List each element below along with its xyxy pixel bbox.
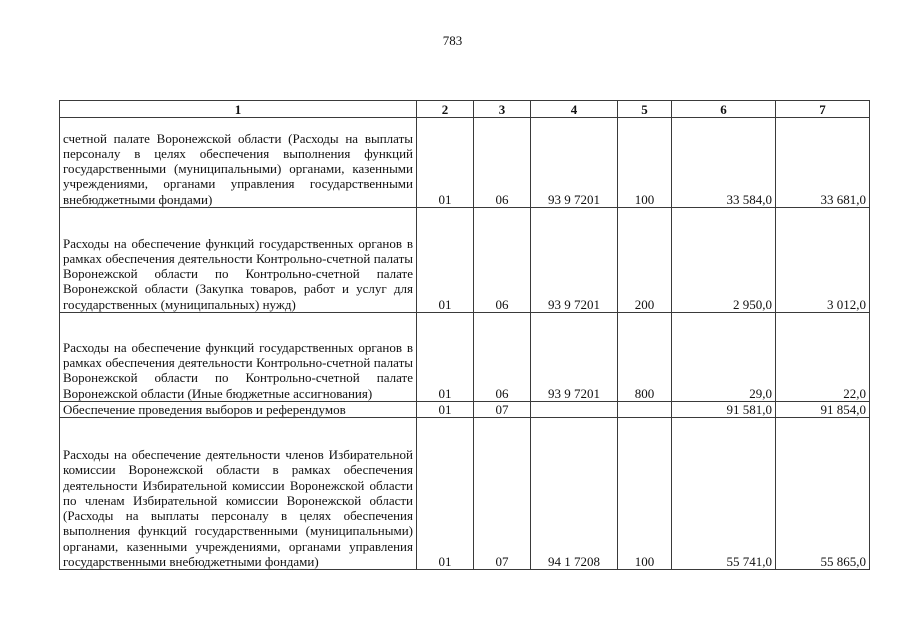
expense-type-cell: 100 [618,418,672,570]
target-article-cell: 93 9 7201 [531,313,618,402]
amount-cell-year1: 33 584,0 [672,118,776,208]
expense-type-cell: 100 [618,118,672,208]
column-header: 2 [417,101,474,118]
column-header: 1 [60,101,417,118]
expense-type-cell [618,402,672,418]
section-code-cell: 01 [417,118,474,208]
amount-cell-year1: 29,0 [672,313,776,402]
column-header: 5 [618,101,672,118]
amount-cell-year2: 91 854,0 [776,402,870,418]
expense-name-cell: Обеспечение проведения выборов и референдумов [60,402,417,418]
section-code-cell: 01 [417,208,474,313]
subsection-code-cell: 06 [474,313,531,402]
column-header: 7 [776,101,870,118]
table-row [60,402,870,418]
amount-cell-year2: 22,0 [776,313,870,402]
amount-cell-year1: 91 581,0 [672,402,776,418]
target-article-cell: 93 9 7201 [531,208,618,313]
subsection-code-cell: 07 [474,418,531,570]
page-number: 783 [442,33,463,48]
amount-cell-year1: 2 950,0 [672,208,776,313]
column-header: 6 [672,101,776,118]
target-article-cell [531,402,618,418]
subsection-code-cell: 06 [474,118,531,208]
expense-name-cell: счетной палате Воронежской области (Расходы на выплаты персоналу в целях обеспечения выполнения функций государственными (муниципальными) органами, казенными учреждениями, органами управления государственными внебюджетными фондами) [60,118,417,208]
table-row [60,313,870,402]
subsection-code-cell: 06 [474,208,531,313]
target-article-cell: 94 1 7208 [531,418,618,570]
expense-type-cell: 800 [618,313,672,402]
section-code-cell: 01 [417,402,474,418]
expense-name-cell: Расходы на обеспечение функций государственных органов в рамках обеспечения деятельности Контрольно-счетной палаты Воронежской области по Контрольно-счетной палате Воронежской области (Закупка товаров, работ и услуг для государственных (муниципальных) нужд) [60,208,417,313]
subsection-code-cell: 07 [474,402,531,418]
target-article-cell: 93 9 7201 [531,118,618,208]
section-code-cell: 01 [417,418,474,570]
amount-cell-year2: 55 865,0 [776,418,870,570]
expense-name-cell: Расходы на обеспечение функций государственных органов в рамках обеспечения деятельности Контрольно-счетной палаты Воронежской области по Контрольно-счетной палате Воронежской области (Иные бюджетные ассигнования) [60,313,417,402]
amount-cell-year2: 3 012,0 [776,208,870,313]
amount-cell-year2: 33 681,0 [776,118,870,208]
section-code-cell: 01 [417,313,474,402]
expense-type-cell: 200 [618,208,672,313]
table-row [60,418,870,570]
budget-table [59,100,870,570]
expense-name-cell: Расходы на обеспечение деятельности членов Избирательной комиссии Воронежской области в рамках обеспечения деятельности Избирательной комиссии Воронежской области по членам Избирательной комиссии Воронежской области (Расходы на выплаты персоналу в целях обеспечения выполнения функций государственными (муниципальными) органами, казенными учреждениями, органами управления государственными внебюджетными фондами) [60,418,417,570]
table-header-row [60,101,870,118]
table-row [60,118,870,208]
table-row [60,208,870,313]
amount-cell-year1: 55 741,0 [672,418,776,570]
column-header: 3 [474,101,531,118]
column-header: 4 [531,101,618,118]
